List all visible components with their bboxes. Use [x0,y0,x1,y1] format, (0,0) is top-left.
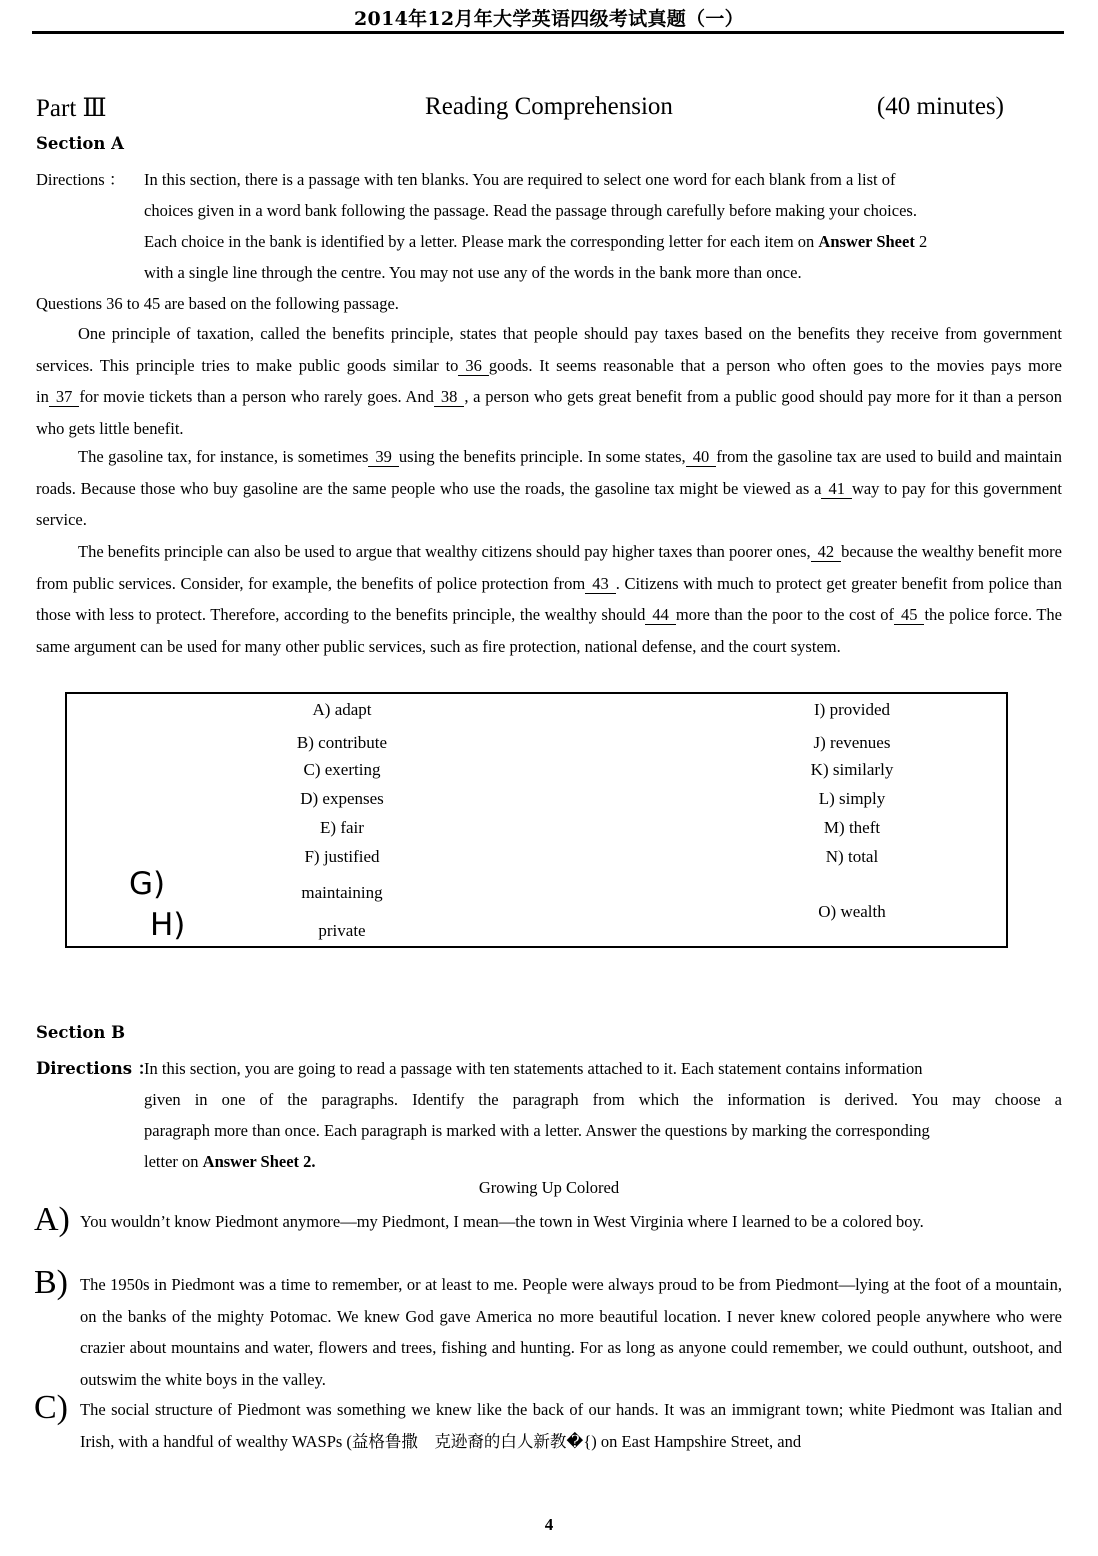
answer-sheet-ref: Answer Sheet 2. [202,1152,316,1171]
word-bank-entry: F) [304,847,320,866]
word-bank-letter-h-oversized: H) [150,907,186,943]
word-bank-item-l[interactable] [687,789,1017,809]
section-b-directions [36,1053,1062,1177]
header-rule [32,31,1064,34]
blank-39[interactable]: 39 [368,447,399,467]
word-bank-word: exerting [324,760,381,779]
paragraph-text [36,536,1062,662]
blank-40[interactable]: 40 [686,447,717,467]
blank-42[interactable]: 42 [811,542,842,562]
word-bank-word: wealth [840,902,886,921]
word-bank-word: fair [340,818,364,837]
passage-text: because the wealthy benefit more from public services. Consider, for example, the benefits of police protection from [36,542,1062,593]
directions-line: with a single line through the centre. You may not use any of the words in the bank more than once. [144,263,802,282]
word-bank-item-d[interactable] [177,789,507,809]
directions-line: given in one of the paragraphs. Identify the paragraph from which the information is derived. You may choose a [144,1090,1062,1109]
passage-text: for movie tickets than a person who rarely goes. And [79,387,434,406]
word-bank-word: revenues [830,733,891,752]
passage-text: using the benefits principle. In some states, [398,447,686,466]
word-bank-item-n[interactable] [687,847,1017,867]
word-bank-word: total [847,847,879,866]
word-bank-word: maintaining [301,883,383,902]
blank-44[interactable]: 44 [645,605,676,625]
passage-text: more than the poor to the cost of [675,605,894,624]
answer-sheet-ref: Answer Sheet [818,232,915,251]
paragraph-text [36,318,1062,444]
word-bank-item-b[interactable] [177,733,507,753]
article-title: Growing Up Colored [478,1178,620,1197]
word-bank-word: similarly [832,760,894,779]
word-bank-entry: J) [813,733,826,752]
word-bank-word: justified [323,847,380,866]
section-a-directions-body [144,164,1062,288]
passage-paragraph-3 [36,536,1062,662]
word-bank-word: contribute [318,733,388,752]
part-heading-row [36,93,1062,127]
passage-text: . Citizens with much to protect get greater benefit from police than those with less to protect. Therefore, according to the benefits principle, the wealthy should [36,573,1062,624]
word-bank-entry: M) [823,818,845,837]
word-bank-item-c[interactable] [177,760,507,780]
word-bank-entry: N) [825,847,844,866]
word-bank-entry: K) [810,760,829,779]
passage-text: , a person who gets great benefit from a public good should pay more for it than a person who gets little benefit. [36,387,1062,438]
word-bank-entry: C) [303,760,321,779]
blank-43[interactable]: 43 [585,574,616,594]
section-b-heading: Section B [36,1023,126,1042]
cjk-gloss: 益格鲁撒 克逊裔的白人新教 [351,1431,567,1451]
section-a-heading: Section A [36,134,124,153]
page-number: 4 [544,1515,554,1534]
passage-paragraph-2 [36,441,1062,536]
word-bank-entry: O) [818,902,837,921]
word-bank-item-e[interactable] [177,818,507,838]
paragraph-text [36,441,1062,536]
paragraph-text-part: The social structure of Piedmont was something we knew like the back of our hands. It was an immigrant town; white Piedmont was Italian and Irish, with a handful of wealthy WASPs ( [80,1400,1062,1451]
blank-41[interactable]: 41 [821,479,852,499]
answer-sheet-number: 2 [914,232,928,251]
directions-line: In this section, you are going to read a passage with ten statements attached to it. Each statement contains information [144,1059,923,1078]
word-bank-word: private [318,921,366,940]
word-bank-entry: L) [818,789,835,808]
article-paragraph-b [80,1269,1062,1395]
paragraph-text: You wouldn’t know Piedmont anymore—my Piedmont, I mean—the town in West Virginia where I learned to be a colored boy. [80,1212,924,1231]
part-time-allowance: (40 minutes) [876,93,1004,120]
blank-45[interactable]: 45 [894,605,925,625]
word-bank-entry: A) [312,700,331,719]
directions-line [144,1146,1062,1177]
word-bank-item-h[interactable] [177,921,507,941]
word-bank-item-g[interactable] [177,883,507,903]
passage-text: the police force. The same argument can be used for many other public services, such as fire protection, national defense, and the court system. [36,605,1062,656]
section-a-directions-label: Directions ： [36,170,126,189]
word-bank-word: expenses [322,789,384,808]
word-bank-entry: B) [296,733,314,752]
passage-text: The gasoline tax, for instance, is sometimes [78,447,369,466]
section-b-directions-body [144,1053,1062,1177]
word-bank-item-f[interactable] [177,847,507,867]
word-bank-item-o[interactable] [687,902,1017,922]
word-bank-item-j[interactable] [687,733,1017,753]
directions-line: In this section, there is a passage with ten blanks. You are required to select one word for each blank from a list of [144,170,896,189]
word-bank-item-a[interactable] [177,700,507,720]
passage-text: goods. It seems reasonable that a person who often goes to the movies pays more in [36,355,1062,406]
word-bank-item-k[interactable] [687,760,1017,780]
article-paragraph-c [80,1394,1062,1457]
directions-line-text: letter on [144,1152,203,1171]
part-label: Part Ⅲ [36,95,107,122]
paragraph-marker-a: A) [34,1201,70,1238]
blank-37[interactable]: 37 [49,387,80,407]
passage-paragraph-1 [36,318,1062,444]
directions-line-text: Each choice in the bank is identified by a letter. Please mark the corresponding letter for each item on [144,232,819,251]
blank-38[interactable]: 38 [434,387,465,407]
running-header: 2014年12月年大学英语四级考试真题（一） [354,8,744,30]
word-bank-word: theft [848,818,881,837]
garbled-glyph: �{) [566,1431,597,1451]
directions-line [144,226,1062,257]
word-bank-word: simply [839,789,886,808]
word-bank-letter-g-oversized: G) [129,866,166,902]
blank-36[interactable]: 36 [458,356,489,376]
word-bank-word: adapt [334,700,372,719]
paragraph-marker-b: B) [34,1264,68,1301]
passage-text: One principle of taxation, called the benefits principle, states that people should pay taxes based on the benefits they receive from government services. This principle tries to make public goods similar to [36,324,1062,375]
directions-line: choices given in a word bank following the passage. Read the passage through carefully before making your choices. [144,201,917,220]
section-b-directions-label: Directions ： [36,1059,155,1078]
paragraph-text: The 1950s in Piedmont was a time to remember, or at least to me. People were always proud to be from Piedmont—lying at the foot of a mountain, on the banks of the mighty Potomac. We knew God gave America no more beautiful location. I never knew colored people anywhere who were crazier about mountains and water, flowers and trees, fishing and hunting. For as long as anyone could remember, we could outhunt, outshoot, and outswim the white boys in the valley. [80,1275,1062,1389]
section-a-directions [36,164,1062,288]
word-bank-box [65,692,1008,948]
paragraph-text [80,1394,1062,1457]
word-bank-entry: E) [320,818,337,837]
passage-text: from the gasoline tax are used to build and maintain roads. Because those who buy gasoline are the same people who use the roads, the gasoline tax might be viewed as a [36,447,1062,498]
paragraph-marker-c: C) [34,1389,68,1426]
article-paragraph-a [80,1206,1062,1238]
word-bank-item-i[interactable] [687,700,1017,720]
questions-range-line: Questions 36 to 45 are based on the following passage. [36,294,399,313]
word-bank-entry: I) [813,700,826,719]
directions-line: paragraph more than once. Each paragraph is marked with a letter. Answer the questions by marking the corresponding [144,1121,930,1140]
word-bank-item-m[interactable] [687,818,1017,838]
passage-text: way to pay for this government service. [36,478,1062,529]
paragraph-text-part: on East Hampshire Street, and [596,1431,802,1451]
word-bank-word: provided [829,700,890,719]
part-title: Reading Comprehension [425,93,673,120]
word-bank-entry: D) [300,789,319,808]
passage-text: The benefits principle can also be used to argue that wealthy citizens should pay higher taxes than poorer ones, [78,542,811,561]
